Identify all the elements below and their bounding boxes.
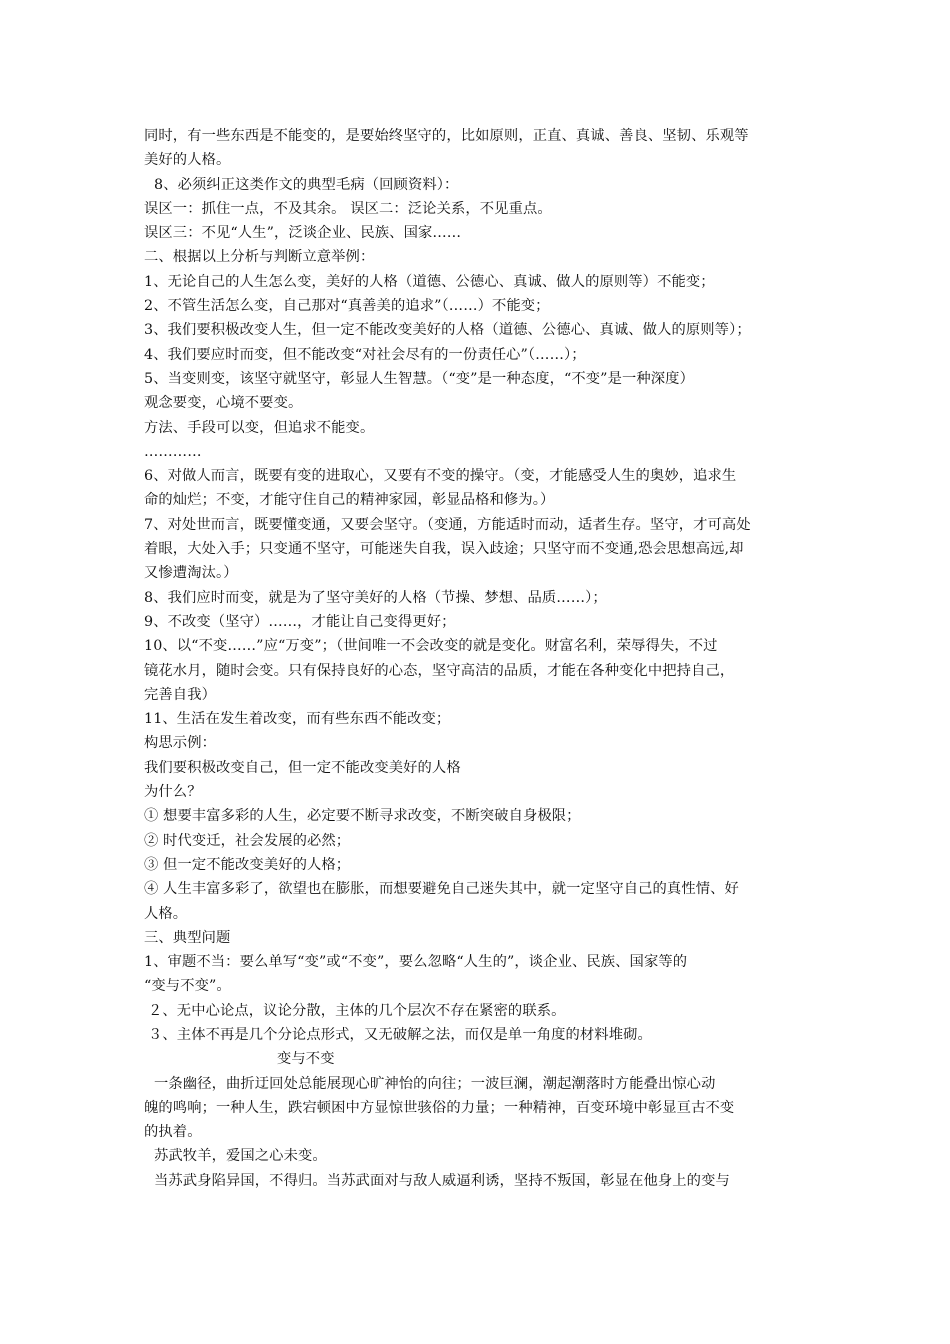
text-line: 为什么？ — [144, 784, 202, 801]
text-line: ③ 但一定不能改变美好的人格； — [144, 856, 351, 873]
text-line: 3、我们要积极改变人生，但一定不能改变美好的人格（道德、公德心、真诚、做人的原则等）； — [144, 322, 751, 339]
text-line: 又惨遭淘汰。） — [144, 565, 238, 582]
text-line: 方法、手段可以变，但追求不能变。 — [144, 419, 375, 436]
text-line: 误区三：不见“人生”，泛谈企业、民族、国家…… — [144, 225, 462, 242]
text-line: ３、主体不再是几个分论点形式，又无破解之法，而仅是单一角度的材料堆砌。 — [148, 1026, 652, 1043]
text-line: 5、当变则变，该坚守就坚守，彰显人生智慧。（“变”是一种态度，“不变”是一种深度） — [144, 370, 694, 387]
text-line: 观念要变，心境不要变。 — [144, 395, 303, 412]
text-line: 9、不改变（坚守）……，才能让自己变得更好； — [144, 613, 456, 630]
text-line: 人格。 — [144, 905, 188, 922]
text-line: 8、我们应时而变，就是为了坚守美好的人格（节操、梦想、品质……）； — [144, 589, 607, 606]
text-line: 二、根据以上分析与判断立意举例： — [144, 249, 375, 266]
text-line: 命的灿烂；不变，才能守住自己的精神家园，彰显品格和修为。） — [144, 492, 555, 509]
text-line: 构思示例： — [144, 735, 216, 752]
document-body — [144, 124, 816, 1193]
text-line: “变与不变”。 — [144, 978, 231, 995]
text-line: 我们要积极改变自己，但一定不能改变美好的人格 — [144, 759, 461, 776]
text-line: 一条幽径，曲折迂回处总能展现心旷神怡的向往；一波巨澜，潮起潮落时方能叠出惊心动 — [154, 1075, 716, 1092]
text-line: 4、我们要应时而变，但不能改变“对社会尽有的一份责任心”（……）； — [144, 346, 586, 363]
text-line: 误区一：抓住一点，不及其余。 误区二：泛论关系，不见重点。 — [144, 200, 552, 217]
text-line: ① 想要丰富多彩的人生，必定要不断寻求改变，不断突破自身极限； — [144, 808, 581, 825]
text-line: 1、无论自己的人生怎么变，美好的人格（道德、公德心、真诚、做人的原则等）不能变； — [144, 273, 715, 290]
text-line: 魄的鸣响；一种人生，跌宕顿困中方显惊世骇俗的力量；一种精神，百变环境中彰显亘古不变 — [144, 1099, 735, 1116]
text-line: 的执着。 — [144, 1124, 202, 1141]
text-line: ② 时代变迁，社会发展的必然； — [144, 832, 351, 849]
text-line: 8、必须纠正这类作文的典型毛病（回顾资料）： — [154, 176, 459, 193]
text-line: 着眼，大处入手；只变通不坚守，可能迷失自我，误入歧途；只坚守而不变通,恐会思想高远,却 — [144, 541, 744, 558]
text-line: 10、以“不变……”应“万变”；（世间唯一不会改变的就是变化。财富名利，荣辱得失，不过 — [144, 638, 718, 655]
text-line: ２、无中心论点，议论分散，主体的几个层次不存在紧密的联系。 — [148, 1002, 566, 1019]
text-line: 三、典型问题 — [144, 929, 231, 946]
text-line: ④ 人生丰富多彩了，欲望也在膨胀，而想要避免自己迷失其中，就一定坚守自己的真性情、好 — [144, 881, 739, 898]
text-line: 1、审题不当：要么单写“变”或“不变”，要么忽略“人生的”，谈企业、民族、国家等的 — [144, 954, 688, 971]
text-line: ………… — [144, 443, 202, 460]
text-line: 变与不变 — [277, 1051, 335, 1068]
text-line: 2、不管生活怎么变，自己那对“真善美的追求”（……）不能变； — [144, 298, 550, 315]
text-line: 7、对处世而言，既要懂变通，又要会坚守。（变通，方能适时而动，适者生存。坚守，才可高处 — [144, 516, 751, 533]
text-line: 完善自我） — [144, 686, 216, 703]
text-line: 镜花水月，随时会变。只有保持良好的心态，坚守高洁的品质，才能在各种变化中把持自己， — [144, 662, 735, 679]
text-line: 6、对做人而言，既要有变的进取心，又要有不变的操守。（变，才能感受人生的奥妙，追求生 — [144, 468, 737, 485]
text-line: 同时，有一些东西是不能变的，是要始终坚守的，比如原则，正直、真诚、善良、坚韧、乐观等 — [144, 128, 749, 144]
text-line: 当苏武身陷异国，不得归。当苏武面对与敌人威逼利诱，坚持不叛国，彰显在他身上的变与 — [154, 1172, 730, 1189]
text-line: 苏武牧羊，爱国之心未变。 — [154, 1148, 327, 1165]
text-line: 11、生活在发生着改变，而有些东西不能改变； — [144, 711, 451, 728]
text-line: 美好的人格。 — [144, 152, 231, 169]
